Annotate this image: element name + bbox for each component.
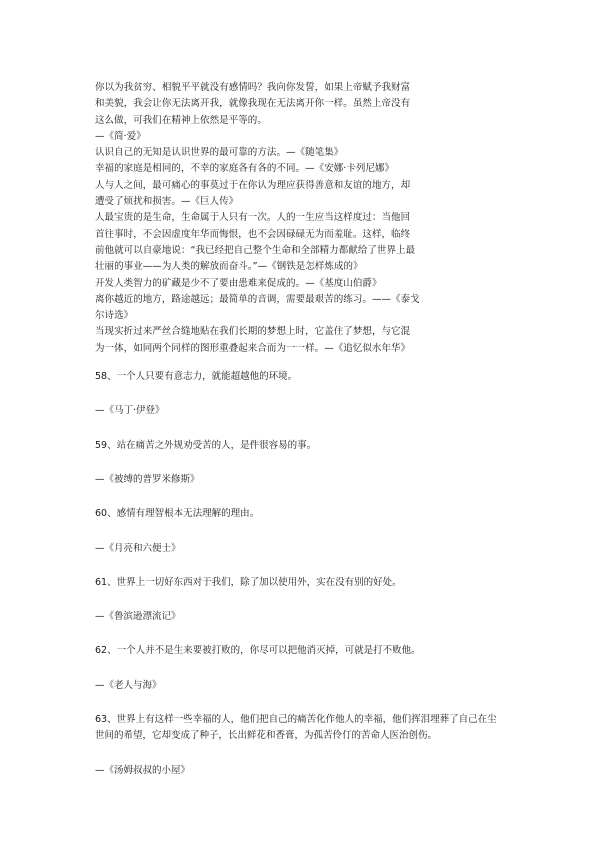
quote-source: —《汤姆叔叔的小屋》 xyxy=(95,764,191,776)
quote-source: —《被缚的普罗米修斯》 xyxy=(95,473,200,485)
document-page xyxy=(95,80,500,797)
list-item xyxy=(95,575,500,626)
text-line: 当现实折过来严丝合缝地贴在我们长期的梦想上时，它盖住了梦想，与它混 xyxy=(95,326,411,338)
quote-text: 63、世界上有这样一些幸福的人，他们把自己的痛苦化作他人的幸福，他们挥泪埋葬了自己在尘世间的希望，它却变成了种子，长出鲜花和香膏，为孤苦伶仃的苦命人医治创伤。 xyxy=(95,714,497,742)
quote-text: 60、感情有理智根本无法理解的理由。 xyxy=(95,508,260,520)
list-item xyxy=(95,643,500,694)
text-line: 为一体，如同两个同样的图形重叠起来合而为一一样。—《追忆似水年华》 xyxy=(95,342,411,354)
quote-source: —《月亮和六便士》 xyxy=(95,542,181,554)
quote-source: —《老人与海》 xyxy=(95,679,162,691)
quote-text: 59、站在痛苦之外规劝受苦的人，是件很容易的事。 xyxy=(95,439,317,451)
quote-source: —《鲁滨逊漂流记》 xyxy=(95,611,181,623)
list-item xyxy=(95,369,500,420)
list-item xyxy=(95,438,500,489)
text-line: 人最宝贵的是生命，生命属于人只有一次。人的一生应当这样度过：当他回 xyxy=(95,212,411,224)
quote-list xyxy=(95,369,500,779)
text-line: 尔诗选》 xyxy=(95,310,134,322)
text-line: 人与人之间，最可痛心的事莫过于在你认为理应获得善意和友谊的地方，却 xyxy=(95,179,411,191)
text-line: 离你越近的地方，路途越远；最简单的音调，需要最艰苦的练习。——《泰戈 xyxy=(95,293,420,305)
text-line: 前他就可以自豪地说：“我已经把自己整个生命和全部精力都献给了世界上最 xyxy=(95,244,416,256)
text-line: 壮丽的事业——为人类的解放而奋斗。”—《钢铁是怎样炼成的》 xyxy=(95,261,363,273)
text-line: 你以为我贫穷、相貌平平就没有感情吗？我向你发誓，如果上帝赋予我财富 xyxy=(95,82,411,93)
quote-text: 61、世界上一切好东西对于我们，除了加以使用外，实在没有别的好处。 xyxy=(95,576,402,588)
text-line: —《简·爱》 xyxy=(95,130,146,142)
text-line: 首往事时，不会因虚度年华而悔恨，也不会因碌碌无为而羞耻。这样，临终 xyxy=(95,228,411,240)
text-line: 这么做，可我们在精神上依然是平等的。 xyxy=(95,114,267,126)
quote-text: 58、一个人只要有意志力，就能超越他的环境。 xyxy=(95,371,298,383)
text-line: 和美貌，我会让你无法离开我，就像我现在无法离开你一样。虽然上帝没有 xyxy=(95,98,411,110)
text-line: 幸福的家庭是相同的，不幸的家庭各有各的不同。—《安娜·卡列尼娜》 xyxy=(95,163,395,175)
text-line: 开发人类智力的矿藏是少不了要由患难来促成的。—《基度山伯爵》 xyxy=(95,277,382,289)
quote-source: —《马丁·伊登》 xyxy=(95,405,165,417)
text-line: 认识自己的无知是认识世界的最可靠的方法。—《随笔集》 xyxy=(95,147,344,159)
text-line: 遭受了烦扰和损害。—《巨人传》 xyxy=(95,196,239,208)
quote-text: 62、一个人并不是生来要被打败的，你尽可以把他消灭掉，可就是打不败他。 xyxy=(95,645,421,657)
list-item xyxy=(95,506,500,557)
intro-paragraphs xyxy=(95,80,500,357)
list-item xyxy=(95,712,500,779)
